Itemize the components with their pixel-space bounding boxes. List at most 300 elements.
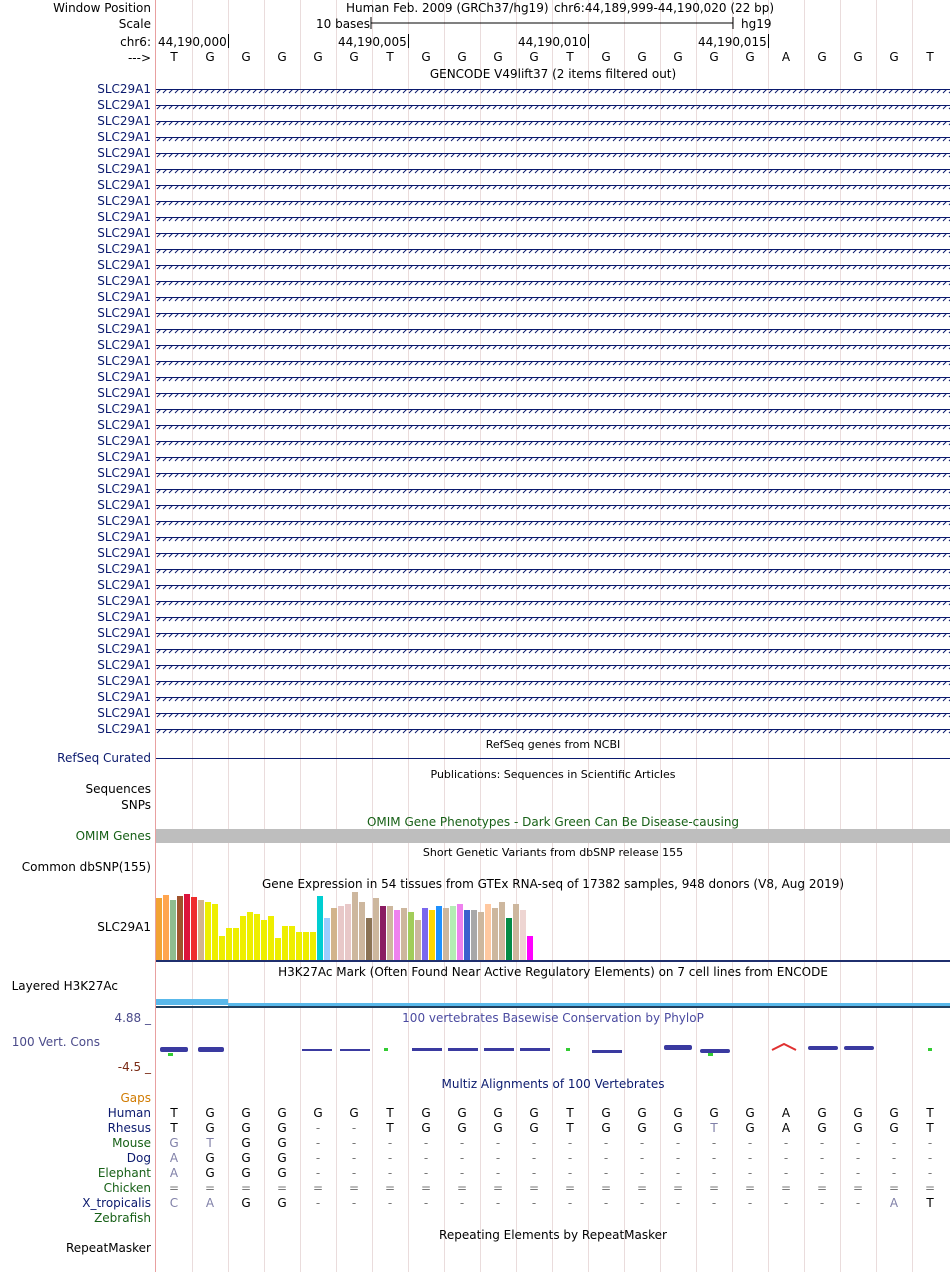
aligned-base: - <box>927 1166 933 1180</box>
aligned-base: = <box>888 1181 900 1195</box>
gencode-transcript-label[interactable]: SLC29A1 <box>97 258 151 272</box>
gtex-tissue-bar[interactable] <box>282 926 288 960</box>
aligned-base: G <box>205 1151 215 1165</box>
aligned-base: G <box>853 1106 863 1120</box>
species-label[interactable]: Rhesus <box>107 1121 151 1135</box>
aligned-base: T <box>206 1136 214 1150</box>
aligned-base: - <box>315 1121 321 1135</box>
gtex-tissue-bar[interactable] <box>450 906 456 960</box>
aligned-base: - <box>855 1151 861 1165</box>
phylop-min-label: -4.5 _ <box>117 1060 151 1074</box>
gtex-bar-chart[interactable] <box>156 892 536 960</box>
gtex-tissue-bar[interactable] <box>240 916 246 960</box>
gtex-tissue-bar[interactable] <box>485 904 491 960</box>
aligned-base: - <box>423 1151 429 1165</box>
aligned-base: - <box>315 1151 321 1165</box>
aligned-base: G <box>277 1106 287 1120</box>
aligned-base: T <box>386 1121 394 1135</box>
gencode-transcript-label[interactable]: SLC29A1 <box>97 690 151 704</box>
aligned-base: - <box>387 1166 393 1180</box>
gencode-transcript-label[interactable]: SLC29A1 <box>97 114 151 128</box>
phylop-mark <box>928 1048 932 1051</box>
aligned-base: T <box>710 1121 718 1135</box>
aligned-base: G <box>169 1136 179 1150</box>
aligned-base: G <box>277 1136 287 1150</box>
gencode-transcript-label[interactable]: SLC29A1 <box>97 546 151 560</box>
gencode-transcript-label[interactable]: SLC29A1 <box>97 162 151 176</box>
phylop-mark <box>566 1048 570 1051</box>
species-label[interactable]: X_tropicalis <box>82 1196 151 1210</box>
aligned-base: - <box>747 1136 753 1150</box>
gtex-gene-label[interactable]: SLC29A1 <box>97 920 151 934</box>
aligned-base: - <box>459 1136 465 1150</box>
aligned-base: G <box>277 1166 287 1180</box>
aligned-base: G <box>421 1121 431 1135</box>
gencode-transcript-label[interactable]: SLC29A1 <box>97 610 151 624</box>
gencode-transcript[interactable] <box>156 105 950 116</box>
aligned-base: - <box>567 1136 573 1150</box>
gencode-transcript[interactable] <box>156 265 950 276</box>
gencode-transcript[interactable] <box>156 457 950 468</box>
aligned-base: - <box>315 1196 321 1210</box>
gencode-transcript-label[interactable]: SLC29A1 <box>97 450 151 464</box>
gencode-transcript[interactable] <box>156 313 950 324</box>
gtex-tissue-bar[interactable] <box>275 938 281 960</box>
aligned-base: = <box>744 1181 756 1195</box>
aligned-base: - <box>351 1151 357 1165</box>
gtex-tissue-bar[interactable] <box>513 904 519 960</box>
reference-base: G <box>853 50 863 64</box>
aligned-base: G <box>709 1106 719 1120</box>
gtex-tissue-bar[interactable] <box>198 900 204 960</box>
gtex-tissue-bar[interactable] <box>331 908 337 960</box>
gencode-transcript[interactable] <box>156 393 950 404</box>
gencode-transcript[interactable] <box>156 185 950 196</box>
aligned-base: G <box>205 1121 215 1135</box>
aligned-base: T <box>566 1106 574 1120</box>
reference-base: T <box>566 50 574 64</box>
reference-base: G <box>457 50 467 64</box>
reference-base: G <box>709 50 719 64</box>
phylop-mark <box>484 1048 514 1051</box>
gencode-transcript[interactable] <box>156 633 950 644</box>
aligned-base: = <box>492 1181 504 1195</box>
aligned-base: = <box>780 1181 792 1195</box>
aligned-base: = <box>564 1181 576 1195</box>
gtex-tissue-bar[interactable] <box>499 902 505 960</box>
aligned-base: = <box>528 1181 540 1195</box>
gencode-transcript[interactable] <box>156 601 950 612</box>
gtex-tissue-bar[interactable] <box>156 898 162 960</box>
gencode-transcript-label[interactable]: SLC29A1 <box>97 226 151 240</box>
aligned-base: - <box>747 1166 753 1180</box>
gtex-tissue-bar[interactable] <box>401 908 407 960</box>
aligned-base: - <box>351 1166 357 1180</box>
gtex-tissue-bar[interactable] <box>296 932 302 960</box>
gtex-tissue-bar[interactable] <box>289 926 295 960</box>
gencode-transcript-label[interactable]: SLC29A1 <box>97 418 151 432</box>
gencode-transcript-label[interactable]: SLC29A1 <box>97 322 151 336</box>
reference-base: G <box>529 50 539 64</box>
gencode-transcript[interactable] <box>156 329 950 340</box>
gencode-transcript[interactable] <box>156 505 950 516</box>
aligned-base: T <box>926 1196 934 1210</box>
gtex-tissue-bar[interactable] <box>464 910 470 960</box>
gtex-tissue-bar[interactable] <box>170 900 176 960</box>
gencode-transcript-label[interactable]: SLC29A1 <box>97 194 151 208</box>
gtex-tissue-bar[interactable] <box>191 897 197 960</box>
aligned-base: G <box>349 1106 359 1120</box>
gtex-tissue-bar[interactable] <box>261 920 267 960</box>
gencode-transcript-label[interactable]: SLC29A1 <box>97 594 151 608</box>
aligned-base: - <box>423 1166 429 1180</box>
aligned-base: - <box>927 1136 933 1150</box>
aligned-base: - <box>351 1196 357 1210</box>
phylop-label[interactable]: 100 Vert. Cons <box>11 1035 100 1049</box>
gtex-tissue-bar[interactable] <box>527 936 533 960</box>
refseq-gene-line[interactable] <box>156 758 950 759</box>
gtex-tissue-bar[interactable] <box>233 928 239 960</box>
aligned-base: - <box>315 1166 321 1180</box>
aligned-base: - <box>783 1151 789 1165</box>
aligned-base: - <box>567 1166 573 1180</box>
gencode-transcript-label[interactable]: SLC29A1 <box>97 626 151 640</box>
omim-label[interactable]: OMIM Genes <box>75 829 151 843</box>
window-position-label: Window Position <box>53 1 151 15</box>
aligned-base: T <box>170 1106 178 1120</box>
gtex-tissue-bar[interactable] <box>520 910 526 960</box>
reference-base: A <box>781 50 791 64</box>
aligned-base: - <box>855 1196 861 1210</box>
species-label[interactable]: Chicken <box>103 1181 151 1195</box>
aligned-base: - <box>711 1136 717 1150</box>
gencode-transcript[interactable] <box>156 537 950 548</box>
aligned-base: = <box>924 1181 936 1195</box>
gencode-transcript-label[interactable]: SLC29A1 <box>97 354 151 368</box>
gtex-title: Gene Expression in 54 tissues from GTEx RNA-seq of 17382 samples, 948 donors (V8, Aug 2019) <box>261 877 845 891</box>
aligned-base: = <box>276 1181 288 1195</box>
aligned-base: G <box>493 1106 503 1120</box>
aligned-base: - <box>603 1151 609 1165</box>
gencode-transcript[interactable] <box>156 681 950 692</box>
gencode-transcript-label[interactable]: SLC29A1 <box>97 658 151 672</box>
gtex-tissue-bar[interactable] <box>443 908 449 960</box>
track-area[interactable] <box>156 0 950 1272</box>
gencode-transcript-label[interactable]: SLC29A1 <box>97 482 151 496</box>
aligned-base: - <box>711 1196 717 1210</box>
gencode-transcript[interactable] <box>156 713 950 724</box>
gtex-tissue-bar[interactable] <box>247 912 253 960</box>
phylop-mark <box>520 1048 550 1051</box>
aligned-base: G <box>277 1151 287 1165</box>
gencode-transcript-label[interactable]: SLC29A1 <box>97 466 151 480</box>
aligned-base: - <box>927 1151 933 1165</box>
aligned-base: G <box>529 1106 539 1120</box>
gencode-transcript-label[interactable]: SLC29A1 <box>97 178 151 192</box>
gencode-transcript-label[interactable]: SLC29A1 <box>97 642 151 656</box>
gtex-baseline <box>156 960 950 962</box>
gtex-tissue-bar[interactable] <box>226 928 232 960</box>
reference-base: G <box>313 50 323 64</box>
aligned-base: G <box>241 1121 251 1135</box>
aligned-base: = <box>348 1181 360 1195</box>
aligned-base: G <box>421 1106 431 1120</box>
gencode-transcript[interactable] <box>156 249 950 260</box>
reference-base: G <box>889 50 899 64</box>
aligned-base: - <box>567 1151 573 1165</box>
assembly-title: Human Feb. 2009 (GRCh37/hg19) <box>346 1 549 15</box>
aligned-base: = <box>636 1181 648 1195</box>
gencode-transcript[interactable] <box>156 217 950 228</box>
aligned-base: T <box>170 1121 178 1135</box>
gtex-tissue-bar[interactable] <box>310 932 316 960</box>
omim-gene-bar[interactable] <box>156 829 950 843</box>
gtex-tissue-bar[interactable] <box>352 892 358 960</box>
gencode-transcript[interactable] <box>156 361 950 372</box>
phylop-mark <box>844 1046 874 1050</box>
gencode-transcript-label[interactable]: SLC29A1 <box>97 514 151 528</box>
gencode-transcript[interactable] <box>156 473 950 484</box>
gencode-transcript-label[interactable]: SLC29A1 <box>97 98 151 112</box>
reference-base: G <box>601 50 611 64</box>
ruler-tick-label: 44,190,005 <box>338 35 407 49</box>
aligned-base: = <box>816 1181 828 1195</box>
gtex-tissue-bar[interactable] <box>338 906 344 960</box>
phylop-mark <box>708 1053 713 1056</box>
aligned-base: G <box>205 1166 215 1180</box>
gtex-tissue-bar[interactable] <box>345 904 351 960</box>
gencode-transcript[interactable] <box>156 521 950 532</box>
gtex-tissue-bar[interactable] <box>212 904 218 960</box>
aligned-base: - <box>783 1136 789 1150</box>
gencode-transcript-label[interactable]: SLC29A1 <box>97 242 151 256</box>
gencode-transcript[interactable] <box>156 297 950 308</box>
ruler-tick <box>408 34 409 48</box>
omim-title: OMIM Gene Phenotypes - Dark Green Can Be Disease-causing <box>366 815 740 829</box>
gtex-tissue-bar[interactable] <box>184 894 190 960</box>
gencode-title: GENCODE V49lift37 (2 items filtered out) <box>429 67 677 81</box>
ruler-tick <box>588 34 589 48</box>
gencode-transcript[interactable] <box>156 441 950 452</box>
gencode-transcript-label[interactable]: SLC29A1 <box>97 562 151 576</box>
chrom-label: chr6: <box>120 35 151 49</box>
gencode-transcript[interactable] <box>156 585 950 596</box>
gencode-transcript[interactable] <box>156 489 950 500</box>
gencode-transcript[interactable] <box>156 649 950 660</box>
aligned-base: - <box>567 1196 573 1210</box>
reference-base: G <box>637 50 647 64</box>
phylop-logo[interactable] <box>156 1040 950 1062</box>
gencode-transcript[interactable] <box>156 345 950 356</box>
gtex-tissue-bar[interactable] <box>380 906 386 960</box>
gtex-tissue-bar[interactable] <box>471 910 477 960</box>
gencode-transcript[interactable] <box>156 169 950 180</box>
aligned-base: G <box>277 1196 287 1210</box>
phylop-mark <box>168 1053 173 1056</box>
gencode-transcript-label[interactable]: SLC29A1 <box>97 146 151 160</box>
aligned-base: G <box>745 1106 755 1120</box>
gtex-tissue-bar[interactable] <box>303 932 309 960</box>
aligned-base: = <box>600 1181 612 1195</box>
gencode-transcript-label[interactable]: SLC29A1 <box>97 82 151 96</box>
gencode-transcript-label[interactable]: SLC29A1 <box>97 130 151 144</box>
aligned-base: - <box>675 1196 681 1210</box>
gtex-tissue-bar[interactable] <box>177 896 183 960</box>
gtex-tissue-bar[interactable] <box>387 906 393 960</box>
gencode-transcript[interactable] <box>156 425 950 436</box>
gencode-transcript[interactable] <box>156 697 950 708</box>
aligned-base: - <box>783 1196 789 1210</box>
aligned-base: G <box>889 1106 899 1120</box>
gencode-transcript-label[interactable]: SLC29A1 <box>97 498 151 512</box>
gencode-transcript[interactable] <box>156 137 950 148</box>
aligned-base: - <box>603 1166 609 1180</box>
phylop-mark <box>302 1049 332 1051</box>
species-label[interactable]: Human <box>107 1106 151 1120</box>
gtex-tissue-bar[interactable] <box>429 910 435 960</box>
scale-label: Scale <box>118 17 151 31</box>
snps-label[interactable]: SNPs <box>121 798 151 812</box>
aligned-base: G <box>673 1106 683 1120</box>
repeatmasker-label[interactable]: RepeatMasker <box>65 1241 151 1255</box>
gencode-transcript-label[interactable]: SLC29A1 <box>97 722 151 736</box>
gencode-transcript-label[interactable]: SLC29A1 <box>97 402 151 416</box>
aligned-base: - <box>819 1136 825 1150</box>
gencode-transcript[interactable] <box>156 281 950 292</box>
reference-base: G <box>745 50 755 64</box>
phylop-mark <box>592 1050 622 1053</box>
h3k27ac-signal-peak[interactable] <box>156 999 228 1005</box>
gtex-tissue-bar[interactable] <box>478 912 484 960</box>
aligned-base: G <box>241 1166 251 1180</box>
dbsnp-title: Short Genetic Variants from dbSNP release 155 <box>422 846 684 859</box>
gtex-tissue-bar[interactable] <box>492 908 498 960</box>
aligned-base: - <box>387 1136 393 1150</box>
phylop-mark <box>198 1047 224 1052</box>
h3k27ac-label[interactable]: Layered H3K27Ac <box>11 979 118 993</box>
gencode-transcript-label[interactable]: SLC29A1 <box>97 386 151 400</box>
gtex-tissue-bar[interactable] <box>506 918 512 960</box>
gencode-transcript[interactable] <box>156 201 950 212</box>
gencode-transcript[interactable] <box>156 153 950 164</box>
gencode-transcript-label[interactable]: SLC29A1 <box>97 274 151 288</box>
common-dbsnp-label[interactable]: Common dbSNP(155) <box>21 860 151 874</box>
gtex-tissue-bar[interactable] <box>268 916 274 960</box>
ruler-tick <box>228 34 229 48</box>
gencode-transcript[interactable] <box>156 89 950 100</box>
aligned-base: - <box>531 1151 537 1165</box>
aligned-base: - <box>891 1151 897 1165</box>
aligned-base: A <box>169 1151 179 1165</box>
gtex-tissue-bar[interactable] <box>317 896 323 960</box>
aligned-base: - <box>531 1136 537 1150</box>
phylop-mark <box>772 1044 796 1050</box>
aligned-base: = <box>240 1181 252 1195</box>
aligned-base: - <box>639 1196 645 1210</box>
reference-base: T <box>170 50 178 64</box>
gtex-tissue-bar[interactable] <box>436 906 442 960</box>
gtex-tissue-bar[interactable] <box>408 912 414 960</box>
gtex-tissue-bar[interactable] <box>254 914 260 960</box>
gencode-transcript[interactable] <box>156 569 950 580</box>
aligned-base: G <box>457 1121 467 1135</box>
species-label[interactable]: Zebrafish <box>94 1211 151 1225</box>
aligned-base: - <box>495 1151 501 1165</box>
gencode-transcript-label[interactable]: SLC29A1 <box>97 674 151 688</box>
species-label[interactable]: Elephant <box>97 1166 151 1180</box>
gencode-transcript[interactable] <box>156 233 950 244</box>
aligned-base: = <box>312 1181 324 1195</box>
sequences-label[interactable]: Sequences <box>85 782 151 796</box>
aligned-base: G <box>853 1121 863 1135</box>
aligned-base: G <box>313 1106 323 1120</box>
species-label[interactable]: Mouse <box>112 1136 151 1150</box>
gtex-tissue-bar[interactable] <box>359 902 365 960</box>
reference-base: G <box>349 50 359 64</box>
gencode-transcript-label[interactable]: SLC29A1 <box>97 370 151 384</box>
strand-arrow-label: ---> <box>127 51 151 65</box>
gtex-tissue-bar[interactable] <box>422 908 428 960</box>
gencode-transcript[interactable] <box>156 553 950 564</box>
gtex-tissue-bar[interactable] <box>205 902 211 960</box>
gencode-transcript-label[interactable]: SLC29A1 <box>97 290 151 304</box>
gencode-transcript-label[interactable]: SLC29A1 <box>97 306 151 320</box>
gtex-tissue-bar[interactable] <box>219 936 225 960</box>
phylop-mark <box>412 1048 442 1051</box>
gencode-transcript-label[interactable]: SLC29A1 <box>97 578 151 592</box>
scale-bar <box>370 16 740 30</box>
aligned-base: - <box>387 1196 393 1210</box>
track-label-column <box>0 0 155 1272</box>
aligned-base: A <box>781 1106 791 1120</box>
phylop-mark <box>384 1048 388 1051</box>
gencode-transcript-label[interactable]: SLC29A1 <box>97 706 151 720</box>
gencode-transcript-label[interactable]: SLC29A1 <box>97 210 151 224</box>
gtex-tissue-bar[interactable] <box>394 910 400 960</box>
refseq-label[interactable]: RefSeq Curated <box>57 751 151 765</box>
reference-base: G <box>241 50 251 64</box>
gencode-transcript[interactable] <box>156 121 950 132</box>
reference-base: G <box>673 50 683 64</box>
gtex-tissue-bar[interactable] <box>415 920 421 960</box>
aligned-base: G <box>529 1121 539 1135</box>
reference-base: G <box>493 50 503 64</box>
gencode-transcript-label[interactable]: SLC29A1 <box>97 338 151 352</box>
aligned-base: = <box>204 1181 216 1195</box>
species-label[interactable]: Dog <box>126 1151 151 1165</box>
gencode-transcript[interactable] <box>156 665 950 676</box>
aligned-base: - <box>603 1196 609 1210</box>
gtex-tissue-bar[interactable] <box>366 918 372 960</box>
gencode-transcript-label[interactable]: SLC29A1 <box>97 434 151 448</box>
ruler-tick-label: 44,190,010 <box>518 35 587 49</box>
gencode-transcript[interactable] <box>156 409 950 420</box>
aligned-base: - <box>351 1121 357 1135</box>
aligned-base: - <box>639 1151 645 1165</box>
aligned-base: T <box>926 1106 934 1120</box>
aligned-base: G <box>637 1121 647 1135</box>
ruler-tick-label: 44,190,015 <box>698 35 767 49</box>
gtex-tissue-bar[interactable] <box>163 895 169 960</box>
refseq-title: RefSeq genes from NCBI <box>485 738 621 751</box>
aligned-base: G <box>205 1106 215 1120</box>
gencode-transcript-label[interactable]: SLC29A1 <box>97 530 151 544</box>
gtex-tissue-bar[interactable] <box>324 918 330 960</box>
gencode-transcript[interactable] <box>156 377 950 388</box>
gencode-transcript[interactable] <box>156 617 950 628</box>
gtex-tissue-bar[interactable] <box>457 904 463 960</box>
gtex-tissue-bar[interactable] <box>373 898 379 960</box>
